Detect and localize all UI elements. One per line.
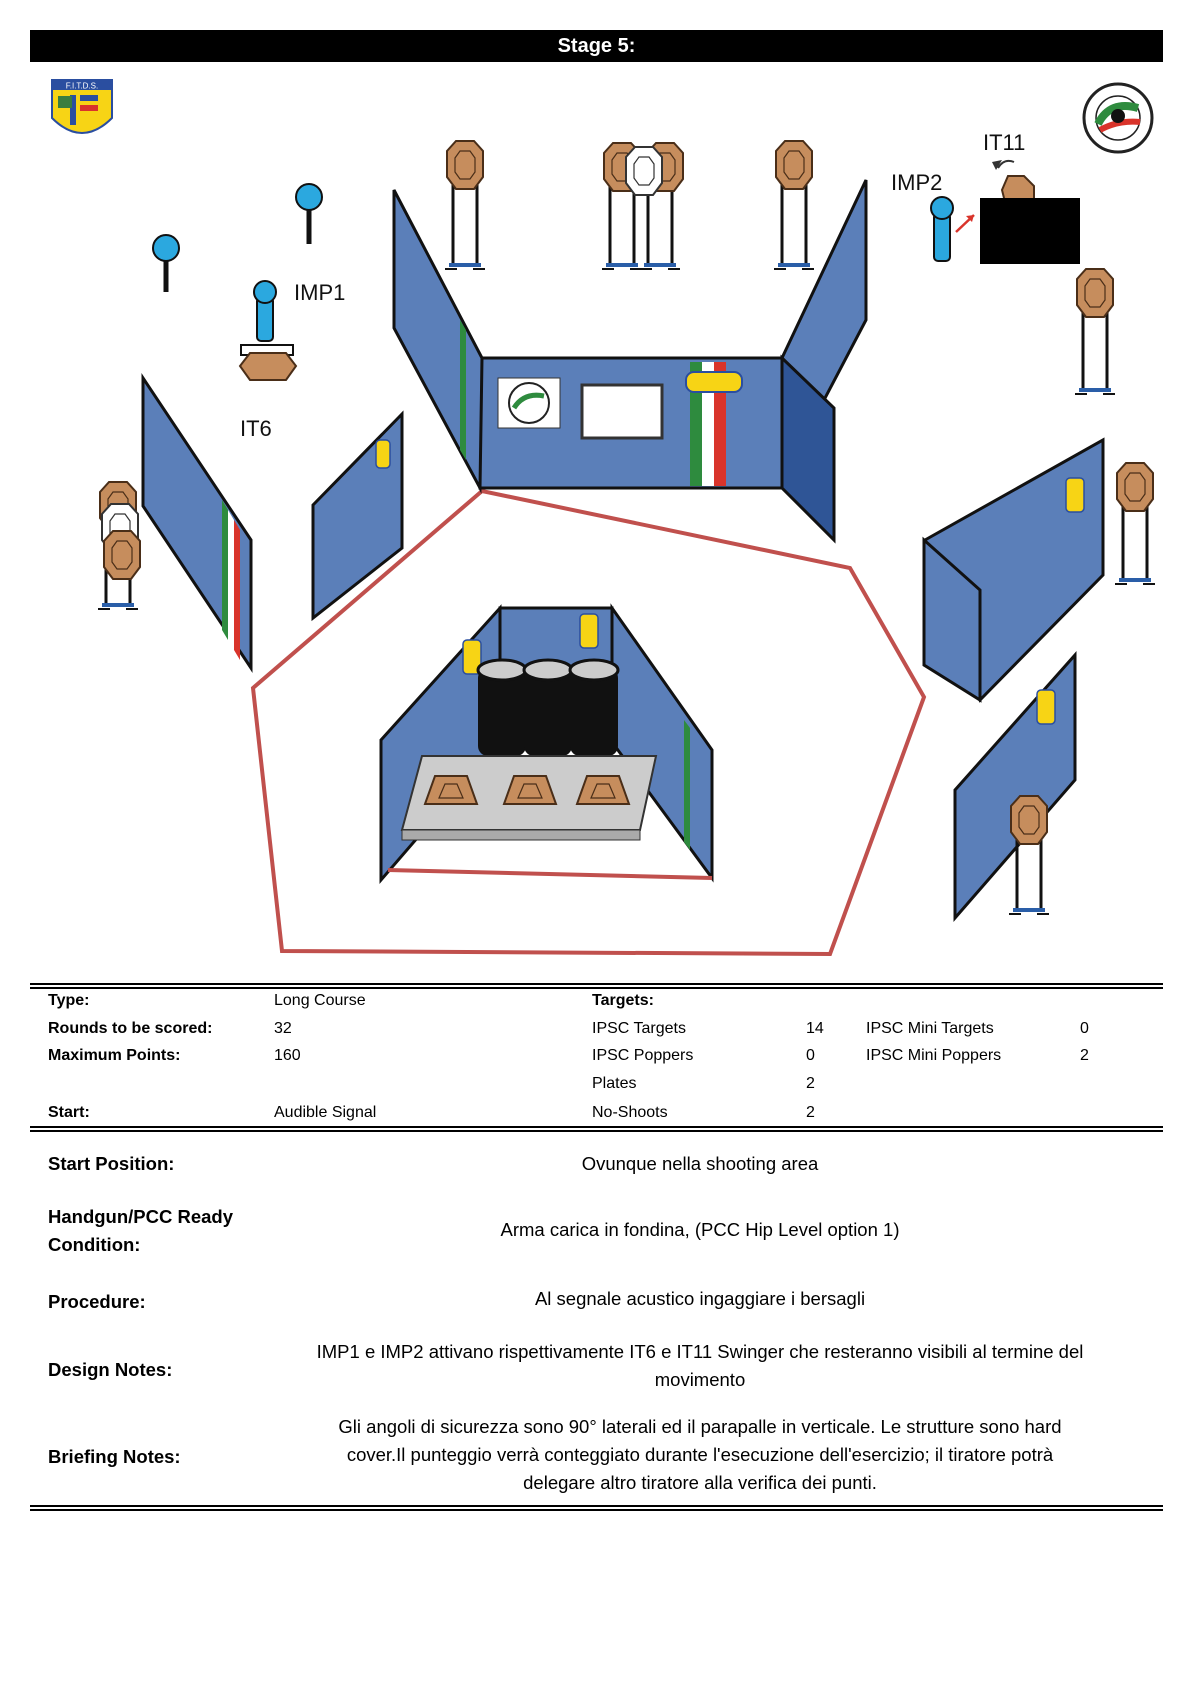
target-name: Plates — [592, 1075, 637, 1092]
ready-label-line2: Condition: — [48, 1234, 141, 1255]
ipsc-target — [1075, 269, 1115, 394]
target-name: No-Shoots — [592, 1104, 668, 1121]
label-it6: IT6 — [240, 416, 272, 441]
mini-target-count: 2 — [1080, 1047, 1089, 1064]
design-notes-line2: movimento — [654, 1369, 746, 1390]
ready-label-line1: Handgun/PCC Ready — [48, 1206, 234, 1227]
swinger-it6 — [240, 345, 296, 380]
procedure-value: Al segnale acustico ingaggiare i bersagli — [534, 1288, 866, 1309]
procedure-label: Procedure: — [48, 1291, 146, 1312]
label-imp1: IMP1 — [294, 280, 346, 305]
type-value: Long Course — [274, 992, 366, 1009]
points-value: 160 — [274, 1047, 301, 1064]
start-label: Start: — [48, 1104, 90, 1121]
type-label: Type: — [48, 992, 90, 1009]
rule-top — [30, 983, 1163, 989]
fitds-logo-text: F.I.T.D.S. — [65, 81, 99, 91]
start-position-value: Ovunque nella shooting area — [581, 1153, 819, 1174]
rule-bottom — [30, 1505, 1163, 1511]
target-count: 0 — [806, 1047, 815, 1064]
target-name: IPSC Targets — [592, 1020, 686, 1037]
ready-value: Arma carica in fondina, (PCC Hip Level option 1) — [500, 1219, 900, 1240]
club-logo — [1084, 84, 1152, 152]
target-count: 2 — [806, 1075, 815, 1092]
mini-target-count: 0 — [1080, 1020, 1089, 1037]
start-value: Audible Signal — [274, 1104, 377, 1121]
centre-structure — [381, 608, 712, 880]
swinger-it11 — [980, 160, 1080, 264]
label-imp2: IMP2 — [891, 170, 943, 195]
briefing-notes-line3: delegare altro tiratore alla verifica dei punti. — [523, 1472, 877, 1493]
rounds-value: 32 — [274, 1020, 292, 1037]
ipsc-target — [774, 141, 814, 269]
fitds-logo — [52, 80, 112, 133]
label-it11: IT11 — [983, 130, 1026, 155]
ipsc-target — [1115, 463, 1155, 584]
briefing-notes-line2: cover.Il punteggio verrà conteggiato durante l'esecuzione dell'esercizio; il tiratore potrà — [346, 1444, 1054, 1465]
ipsc-target — [445, 141, 485, 269]
stage-title: Stage 5: — [557, 34, 636, 57]
mini-target-name: IPSC Mini Targets — [866, 1020, 994, 1037]
plate — [296, 184, 322, 244]
mini-popper-imp1 — [254, 281, 276, 341]
briefing-notes-line1: Gli angoli di sicurezza sono 90° laterali ed il parapalle in verticale. Le strutture sono hard — [338, 1416, 1062, 1437]
target-name: IPSC Poppers — [592, 1047, 694, 1064]
target-count: 2 — [806, 1104, 815, 1121]
briefing-notes-label: Briefing Notes: — [48, 1446, 181, 1467]
rounds-label: Rounds to be scored: — [48, 1020, 213, 1037]
target-group-left — [98, 482, 140, 609]
wall — [394, 190, 482, 488]
start-position-label: Start Position: — [48, 1153, 175, 1174]
mini-target-name: IPSC Mini Poppers — [866, 1047, 1002, 1064]
rule-middle — [30, 1126, 1163, 1132]
design-notes-label: Design Notes: — [48, 1359, 173, 1380]
barrel-stack — [478, 660, 618, 756]
target-count: 14 — [806, 1020, 824, 1037]
target-group — [602, 143, 683, 269]
design-notes-line1: IMP1 e IMP2 attivano rispettivamente IT6 e IT11 Swinger che resteranno visibili al termine del — [316, 1341, 1084, 1362]
plate — [153, 235, 179, 292]
ipsc-target — [1009, 796, 1049, 914]
back-wall — [480, 358, 782, 488]
targets-label: Targets: — [592, 992, 654, 1009]
points-label: Maximum Points: — [48, 1047, 181, 1064]
mini-popper-imp2 — [931, 197, 953, 261]
